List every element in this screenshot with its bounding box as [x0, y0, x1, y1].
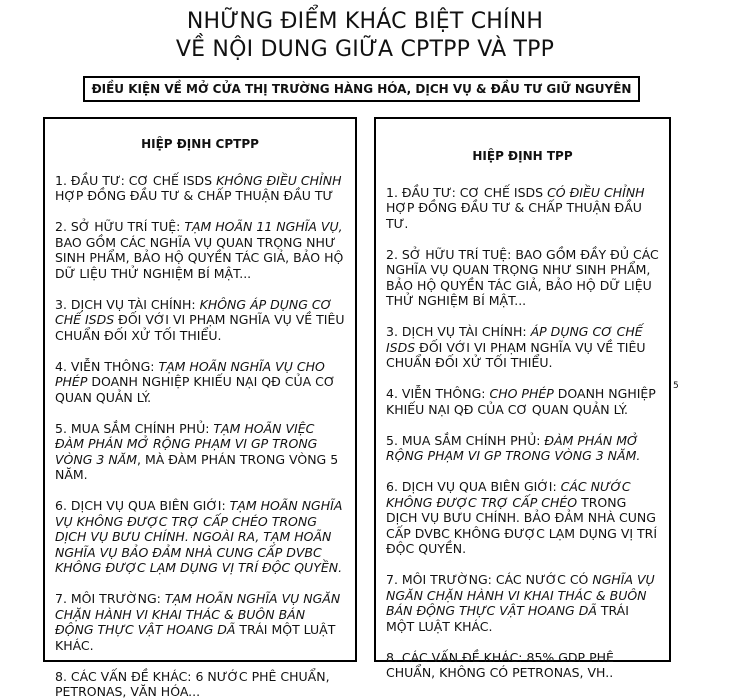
tpp-box — [374, 117, 671, 680]
tpp-item-5 — [386, 433, 659, 464]
item-text: 4. VIỄN THÔNG: — [386, 386, 490, 401]
cptpp-item-6 — [55, 498, 345, 576]
item-emphasis: KHÔNG ĐIỀU CHỈNH — [216, 172, 342, 188]
item-emphasis: ĐÀM PHÁN MỞ RỘNG PHẠM VI GP TRONG VÒNG 3 NĂM. — [386, 432, 641, 463]
item-text: HỢP ĐỒNG ĐẦU TƯ & CHẤP THUẬN ĐẦU TƯ. — [386, 200, 642, 231]
item-emphasis: CÁC NƯỚC KHÔNG ĐƯỢC TRỢ CẤP CHÉO — [386, 479, 631, 510]
item-text: BAO GỒM CÁC NGHĨA VỤ QUAN TRỌNG NHƯ SINH PHẨM, BẢO HỘ QUYỀN TÁC GIẢ, BẢO HỘ DỮ LIỆU THỬ NGHIỆM BÍ MẬT... — [55, 234, 344, 281]
item-text: DOANH NGHIỆP KHIẾU NẠI QĐ CỦA CƠ QUAN QUẢN LÝ. — [55, 374, 336, 405]
item-text: 6. DỊCH VỤ QUA BIÊN GIỚI: — [55, 498, 230, 513]
item-text: DOANH NGHIỆP KHIẾU NẠI QĐ CỦA CƠ QUAN QUẢN LÝ. — [386, 386, 656, 417]
tpp-item-7 — [386, 572, 659, 634]
item-text: 1. ĐẦU TƯ: CƠ CHẾ ISDS — [55, 172, 217, 188]
item-text: 3. DỊCH VỤ TÀI CHÍNH: — [55, 296, 200, 312]
tpp-item-4 — [386, 386, 659, 417]
item-text: 5. MUA SẮM CHÍNH PHỦ: — [386, 432, 545, 448]
item-emphasis: CHO PHÉP — [489, 386, 554, 401]
cptpp-box — [43, 117, 357, 699]
item-text: ĐỐI VỚI VI PHẠM NGHĨA VỤ VỀ TIÊU CHUẨN ĐỐI XỬ TỐI THIỂU. — [55, 312, 345, 343]
title-line-2: VỀ NỘI DUNG GIỮA CPTPP VÀ TPP — [175, 37, 555, 62]
cptpp-heading: HIỆP ĐỊNH CPTPP — [141, 137, 259, 151]
item-text: 6. DỊCH VỤ QUA BIÊN GIỚI: — [386, 479, 561, 494]
cptpp-item-7 — [55, 591, 345, 653]
cptpp-item-5 — [55, 421, 345, 483]
tpp-heading: HIỆP ĐỊNH TPP — [472, 149, 573, 163]
cptpp-item-1 — [55, 173, 345, 204]
item-text: 3. DỊCH VỤ TÀI CHÍNH: — [386, 324, 531, 339]
cptpp-item-4 — [55, 359, 345, 406]
item-text: 1. ĐẦU TƯ: CƠ CHẾ ISDS — [386, 184, 548, 200]
item-text: TRÁI MỘT LUẬT KHÁC. — [55, 622, 336, 653]
cptpp-item-2 — [55, 219, 345, 281]
tpp-item-2 — [386, 247, 659, 309]
item-emphasis: TẠM HOÃN NGHĨA VỤ CHO PHÉP — [55, 358, 325, 389]
item-text: 5. MUA SẮM CHÍNH PHỦ: — [55, 420, 214, 436]
item-text: ĐỐI VỚI VI PHẠM NGHĨA VỤ VỀ TIÊU CHUẨN ĐỐI XỬ TỐI THIỂU. — [386, 339, 646, 370]
cptpp-item-3 — [55, 297, 345, 344]
page-marker: 5 — [673, 381, 679, 391]
item-text: 7. MÔI TRƯỜNG: — [55, 591, 165, 606]
tpp-item-3 — [386, 324, 659, 371]
item-text: 4. VIỄN THÔNG: — [55, 358, 159, 374]
item-emphasis: ÁP DỤNG CƠ CHẾ ISDS — [386, 324, 643, 355]
item-emphasis: NGHĨA VỤ NGĂN CHẶN HÀNH VI KHAI THÁC & BUÔN BÁN ĐỘNG THỰC VẬT HOANG DÃ — [386, 572, 655, 618]
item-emphasis: KHÔNG ÁP DỤNG CƠ CHẾ ISDS — [55, 296, 333, 327]
cptpp-item-8 — [55, 669, 345, 700]
item-emphasis: TẠM HOÃN VIỆC ĐÀM PHÁN MỞ RỘNG PHẠM VI GP TRONG VÒNG 3 NĂM — [55, 420, 318, 467]
item-text: HỢP ĐỒNG ĐẦU TƯ & CHẤP THUẬN ĐẦU TƯ — [55, 188, 334, 203]
item-text: 8. CÁC VẤN ĐỀ KHÁC: 85% GDP PHÊ CHUẨN, KHÔNG CÓ PETRONAS, VH.. — [386, 649, 614, 680]
tpp-item-1 — [386, 185, 659, 232]
item-emphasis: TẠM HOÃN NGHĨA VỤ NGĂN CHẶN HÀNH VI KHAI THÁC & BUÔN BÁN ĐỘNG THỰC VẬT HOANG DÃ — [55, 591, 341, 637]
item-text: TRÁI MỘT LUẬT KHÁC. — [386, 603, 629, 634]
item-text: 2. SỞ HỮU TRÍ TUỆ: — [55, 219, 185, 234]
tpp-item-6 — [386, 479, 659, 557]
item-emphasis: TẠM HOÃN NGHĨA VỤ KHÔNG ĐƯỢC TRỢ CẤP CHÉO TRONG DỊCH VỤ BƯU CHÍNH. NGOÀI RA, TẠM HOÃN NGHĨA VỤ BẢO ĐẢM NHÀ CUNG CẤP DVBC KHÔNG ĐƯỢC LẠM DỤNG VỊ TRÍ ĐỘC QUYỀN. — [55, 498, 343, 575]
item-text: 8. CÁC VẤN ĐỀ KHÁC: 6 NƯỚC PHÊ CHUẨN, PETRONAS, VĂN HÓA... — [55, 668, 330, 699]
item-text: 7. MÔI TRƯỜNG: CÁC NƯỚC CÓ — [386, 572, 593, 587]
item-emphasis: TẠM HOÃN 11 NGHĨA VỤ, — [184, 219, 343, 234]
page-title — [0, 8, 730, 64]
item-text: 2. SỞ HỮU TRÍ TUỆ: BAO GỒM ĐẦY ĐỦ CÁC NGHĨA VỤ QUAN TRỌNG NHƯ SINH PHẨM, BẢO HỘ QUYỀN TÁC GIẢ, BẢO HỘ DỮ LIỆU THỬ NGHIỆM BÍ MẬT... — [386, 246, 659, 308]
title-line-1: NHỮNG ĐIỂM KHÁC BIỆT CHÍNH — [186, 9, 544, 34]
banner: ĐIỀU KIỆN VỀ MỞ CỬA THỊ TRƯỜNG HÀNG HÓA, DỊCH VỤ & ĐẦU TƯ GIỮ NGUYÊN — [83, 76, 640, 102]
item-emphasis: CÓ ĐIỀU CHỈNH — [547, 184, 645, 200]
item-text: , MÀ ĐÀM PHÁN TRONG VÒNG 5 NĂM. — [55, 451, 339, 482]
tpp-item-8 — [386, 650, 659, 681]
item-text: TRONG DỊCH VỤ BƯU CHÍNH. BẢO ĐẢM NHÀ CUNG CẤP DVBC KHÔNG ĐƯỢC LẠM DỤNG VỊ TRÍ ĐỘC QUYỀN. — [386, 494, 658, 556]
